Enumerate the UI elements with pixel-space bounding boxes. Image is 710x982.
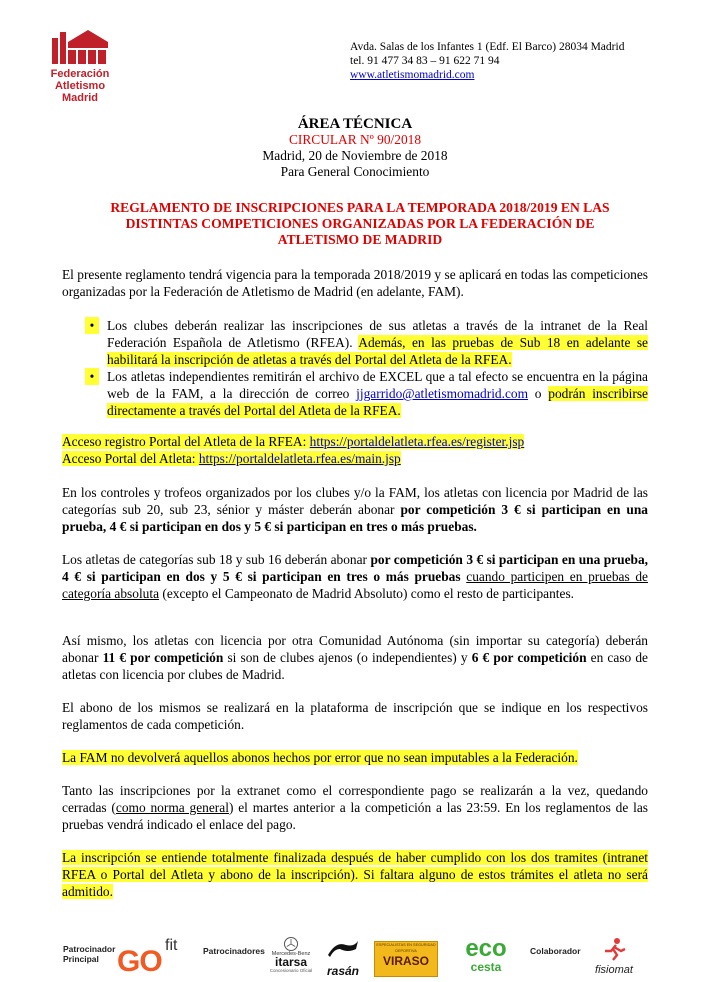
area-heading: ÁREA TÉCNICA [297,116,413,132]
gofit-go: GO [117,945,162,978]
main-sponsor-label-1: Patrocinador [63,944,116,954]
rasan-swimmer-icon [326,937,360,961]
circular-number: CIRCULAR Nº 90/2018 [288,132,422,147]
cesta-text: cesta [470,960,502,974]
fisiomat-runner-icon [599,937,629,961]
eco-text: eco [465,935,507,962]
bullet-independents [89,368,648,419]
main-sponsor-label [63,944,115,964]
org-name-line2: Madrid [61,92,99,104]
sponsors-label: Patrocinadores [203,946,265,956]
email-link[interactable]: jjgarrido@atletismomadrid.com [356,386,529,401]
website-link[interactable]: www.atletismomadrid.com [350,69,475,81]
other-regions-text-c: si son de clubes ajenos (o independientes) y [223,650,472,665]
itarsa-sub: Concesionario Oficial [269,968,313,973]
other-regions-fee-11: 11 € por competición [102,650,224,665]
circular-audience: Para General Conocimiento [280,164,430,179]
payment-platform-paragraph: El abono de los mismos se realizará en la plataforma de inscripción que se indique en los respectivos reglamentos de cada competición. [62,700,648,732]
gofit-logo [117,937,189,981]
bullet-list [89,317,648,419]
circular-date: Madrid, 20 de Noviembre de 2018 [262,148,448,163]
bullet-dot: • [85,317,99,334]
mercedes-text: Mercedes-Benz [271,951,311,957]
fees-youth-text: Los atletas de categorías sub 18 y sub 16 deberán abonar [62,552,371,567]
no-refund-paragraph [62,749,648,766]
viraso-text: VIRASO [382,954,429,968]
bullet-independents-text: Los atletas independientes remitirán el archivo de EXCEL que a tal efecto se encuentra en la página web de la FAM, a la dirección de correo [107,369,648,401]
portal-link[interactable]: https://portaldelatleta.rfea.es/main.jsp [198,451,401,466]
phone: tel. 91 477 34 83 – 91 622 71 94 [350,55,500,67]
fisiomat-text: fisiomat [595,964,633,976]
viraso-top-text: ESPECIALISTAS EN SEGURIDAD DEPORTIVA [376,943,436,953]
bullet-dot: • [85,368,99,385]
viraso-logo [374,941,438,977]
org-name-line1: Federación Atletismo [50,68,110,92]
deadline-paragraph [62,782,648,833]
bullet-clubs-highlight: Además, en las pruebas de Sub 18 en adelante se habilitará la inscripción de atletas a través del Portal del Atleta de la RFEA. [107,335,648,367]
itarsa-text: itarsa [274,955,308,969]
no-refund-text: La FAM no devolverá aquellos abonos hechos por error que no sean imputables a la Federación. [62,750,578,765]
access-links [62,433,648,467]
other-regions-text-a: Así mismo, los atletas con licencia por otra Comunidad Autónoma (sin importar su categoría) deberán abonar [62,633,648,665]
mercedes-itarsa-logo [268,937,314,981]
regulation-title [80,200,640,248]
fees-youth-paragraph [62,551,648,602]
mercedes-star-icon [284,937,298,951]
intro-paragraph: El presente reglamento tendrá vigencia para la temporada 2018/2019 y se aplicará en todas las competiciones organizadas por la Federación de Atletismo de Madrid (en adelante, FAM). [62,267,648,299]
contact-block [350,40,624,82]
bullet-independents-highlight: podrán inscribirse directamente a través del Portal del Atleta de la RFEA. [107,386,648,418]
rasan-logo [322,937,364,981]
other-regions-fee-6: 6 € por competición [471,650,587,665]
completion-text: La inscripción se entiende totalmente finalizada después de haber cumplido con los dos tramites (intranet RFEA o Portal del Atleta y abono de la inscripción). Si faltara alguno de estos trámites el atleta no será admitido. [62,850,648,899]
register-link[interactable]: https://portaldelatleta.rfea.es/register.jsp [309,434,525,449]
deadline-text-c: ) el martes anterior a la competición a las 23:59. En los reglamentos de las pruebas vendrá indicado el enlace del pago. [62,800,648,832]
federation-logo [50,28,114,68]
title-block [0,116,710,180]
fees-other-regions-paragraph [62,632,648,683]
fees-madrid-bold: por competición 3 € si participan en una prueba, 4 € si participan en dos y 5 € si participan en tres o más pruebas. [62,502,648,534]
address: Avda. Salas de los Infantes 1 (Edf. El Barco) 28034 Madrid [350,41,625,53]
ecocesta-logo [456,937,516,981]
bullet-independents-or: o [528,386,549,401]
fees-madrid-text: En los controles y trofeos organizados por los clubes y/o la FAM, los atletas con licencia por Madrid de las categorías sub 20, sub 23, sénior y máster deberán abonar [62,485,648,517]
reg-title-line2: DISTINTAS COMPETICIONES ORGANIZADAS POR LA FEDERACIÓN DE [125,216,595,231]
portal-label: Acceso Portal del Atleta: [62,451,199,466]
register-label: Acceso registro Portal del Atleta de la RFEA: [62,434,310,449]
bullet-clubs [89,317,648,368]
fees-youth-underline: cuando participen en pruebas de categoría absoluta [62,569,649,601]
completion-paragraph [62,849,648,900]
main-sponsor-label-2: Principal [63,954,99,964]
rasan-text: rasán [326,964,360,978]
reg-title-line3: ATLETISMO DE MADRID [277,232,443,247]
deadline-text-a: Tanto las inscripciones por la extranet como el correspondiente pago se realizarán a la vez, quedando cerradas ( [62,783,648,815]
bullet-clubs-text: Los clubes deberán realizar las inscripciones de sus atletas a través de la intranet de la Real Federación Española de Atletismo (RFEA). [107,318,648,350]
fees-youth-bold: por competición 3 € si participan en una prueba, 4 € si participan en dos y 5 € si participan en tres o más pruebas [62,552,648,584]
federation-name [30,68,130,104]
other-regions-text-e: en caso de atletas con licencia por clubes de Madrid. [62,650,648,682]
gofit-fit: fit [165,937,178,954]
collaborator-label: Colaborador [530,946,581,956]
reg-title-line1: REGLAMENTO DE INSCRIPCIONES PARA LA TEMPORADA 2018/2019 EN LAS [110,200,610,215]
fisiomat-logo [588,937,640,981]
fees-madrid-paragraph [62,484,648,535]
deadline-general-rule: como norma general [115,800,229,815]
fees-youth-rest: (excepto el Campeonato de Madrid Absoluto) como el resto de participantes. [159,586,575,601]
